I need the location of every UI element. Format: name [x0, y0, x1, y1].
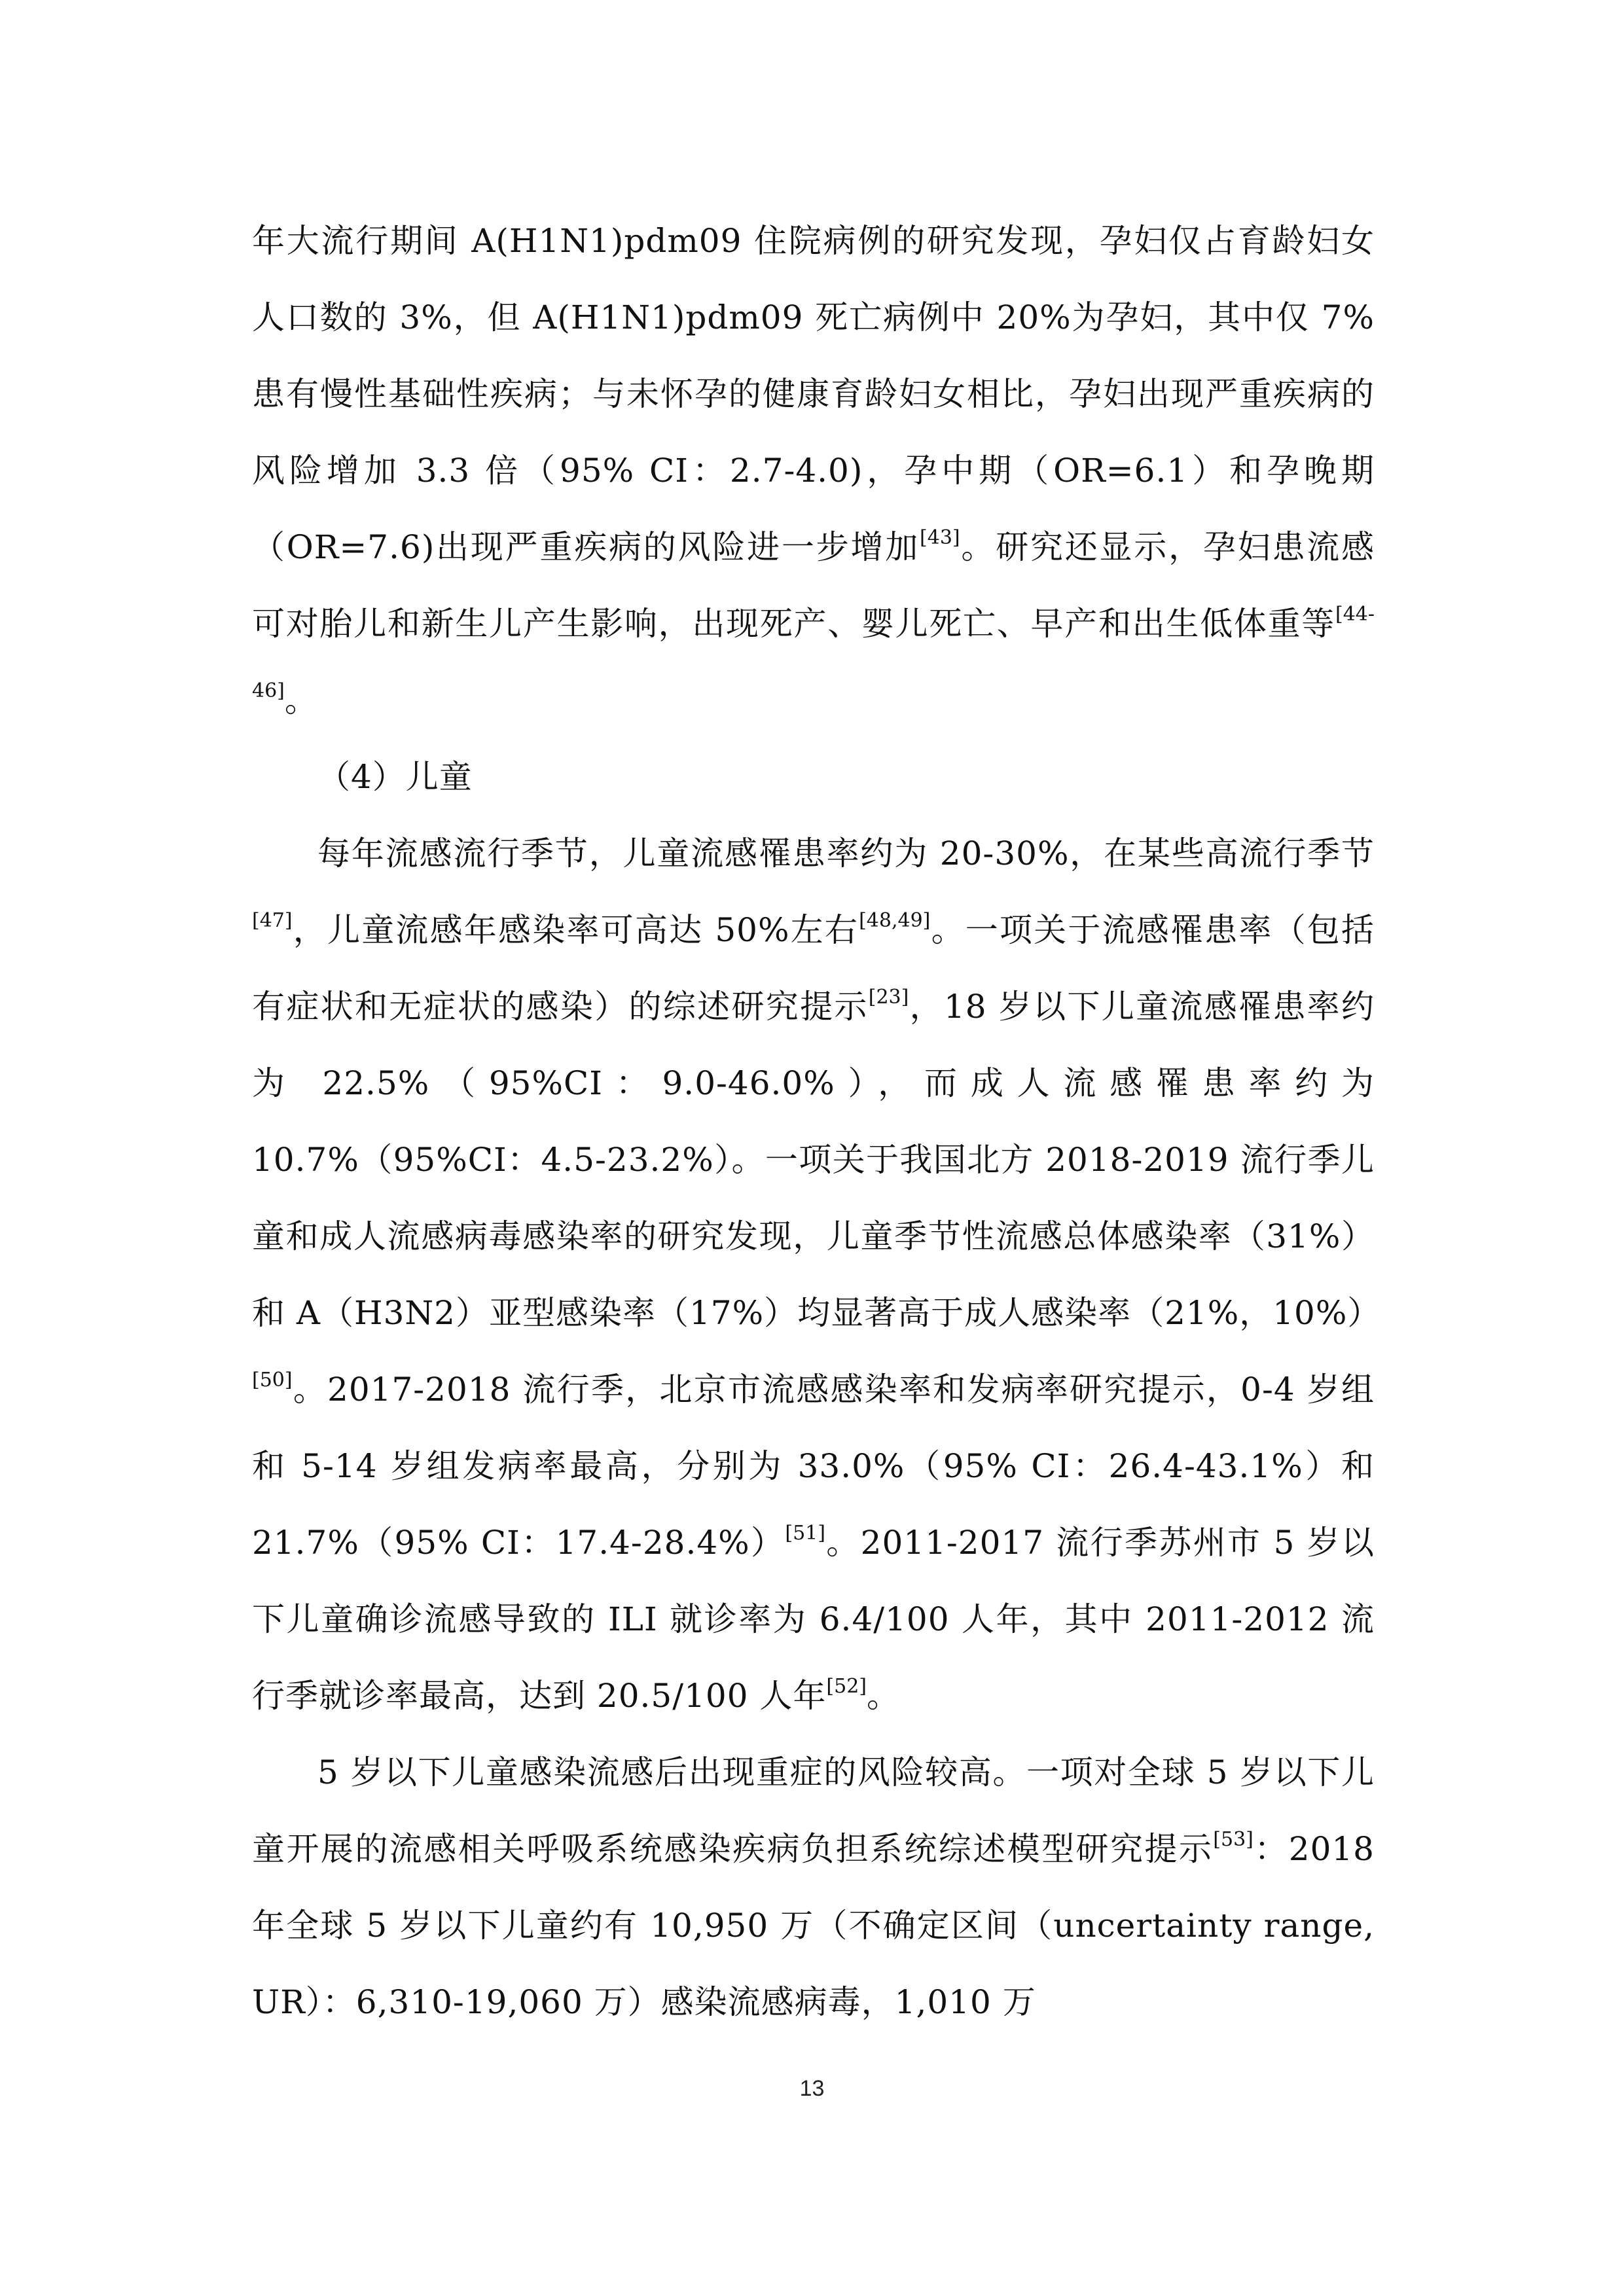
text-run: 。 — [867, 1677, 900, 1715]
citation-47: [47] — [252, 909, 293, 932]
citation-48-49: [48,49] — [859, 909, 931, 932]
text-run: 。 — [284, 681, 318, 719]
paragraph-children-attack-rate — [252, 816, 1381, 1734]
text-run: 每年流感流行季节，儿童流感罹患率约为 20-30%，在某些高流行季节 — [317, 834, 1375, 872]
text-run: 。2011-2017 流行季苏州市 5 岁以下儿童确诊流感导致的 ILI 就诊率为 6.4/100 人年，其中 2011-2012 流行季就诊率最高，达到 20.5/100 人年 — [252, 1524, 1375, 1715]
section-heading-children — [252, 739, 1375, 816]
text-run: ，儿童流感年感染率可高达 50%左右 — [292, 911, 859, 949]
text-run: ，18 岁以下儿童流感罹患率约为 22.5%（95%CI：9.0-46.0%），而成人流感罹患率约为 10.7%（95%CI：4.5-23.2%）。一项关于我国北方 2018-2019 流行季儿童和成人流感病毒感染率的研究发现，儿童季节性流感总体感染率（31%）和 A（H3N2）亚型感染率（17%）均显著高于成人感染率（21%，10%） — [252, 988, 1381, 1332]
text-run: 年大流行期间 A(H1N1)pdm09 住院病例的研究发现，孕妇仅占育龄妇女人口数的 3%，但 A(H1N1)pdm09 死亡病例中 20%为孕妇，其中仅 7%患有慢性基础性疾病；与未怀孕的健康育龄妇女相比，孕妇出现严重疾病的风险增加 3.3 倍（95% CI：2.7-4.0)，孕中期（OR=6.1）和孕晚期（OR=7.6)出现严重疾病的风险进一步增加 — [252, 222, 1375, 566]
citation-51: [51] — [785, 1522, 825, 1545]
text-run: 。研究还显示，孕妇患流感可对胎儿和新生儿产生影响，出现死产、婴儿死亡、早产和出生低体重等 — [252, 528, 1375, 643]
citation-43: [43] — [920, 526, 960, 549]
citation-44-46: [44-46] — [252, 603, 1375, 702]
paragraph-children-severe-risk — [252, 1734, 1375, 2041]
page-number: 13 — [799, 2076, 825, 2101]
text-run: 5 岁以下儿童感染流感后出现重症的风险较高。一项对全球 5 岁以下儿童开展的流感相关呼吸系统感染疾病负担系统综述模型研究提示 — [252, 1753, 1375, 1868]
citation-52: [52] — [826, 1675, 867, 1698]
paragraph-pregnant-women — [252, 203, 1375, 739]
body-text — [252, 203, 1381, 2041]
text-run: 。2017-2018 流行季，北京市流感感染率和发病率研究提示，0-4 岁组和 5-14 岁组发病率最高，分别为 33.0%（95% CI：26.4-43.1%）和 21.7%（95% CI：17.4-28.4%） — [252, 1371, 1375, 1562]
text-run: ：2018 年全球 5 岁以下儿童约有 10,950 万（不确定区间（uncertainty range, UR）：6,310-19,060 万）感染流感病毒，1,010 万 — [252, 1830, 1375, 2021]
heading-text: （4）儿童 — [317, 758, 473, 796]
citation-53: [53] — [1213, 1828, 1254, 1851]
text-run: 。一项关于流感罹患率（包括有症状和无症状的感染）的综述研究提示 — [252, 911, 1375, 1026]
citation-50: [50] — [252, 1369, 293, 1391]
citation-23: [23] — [868, 986, 909, 1009]
